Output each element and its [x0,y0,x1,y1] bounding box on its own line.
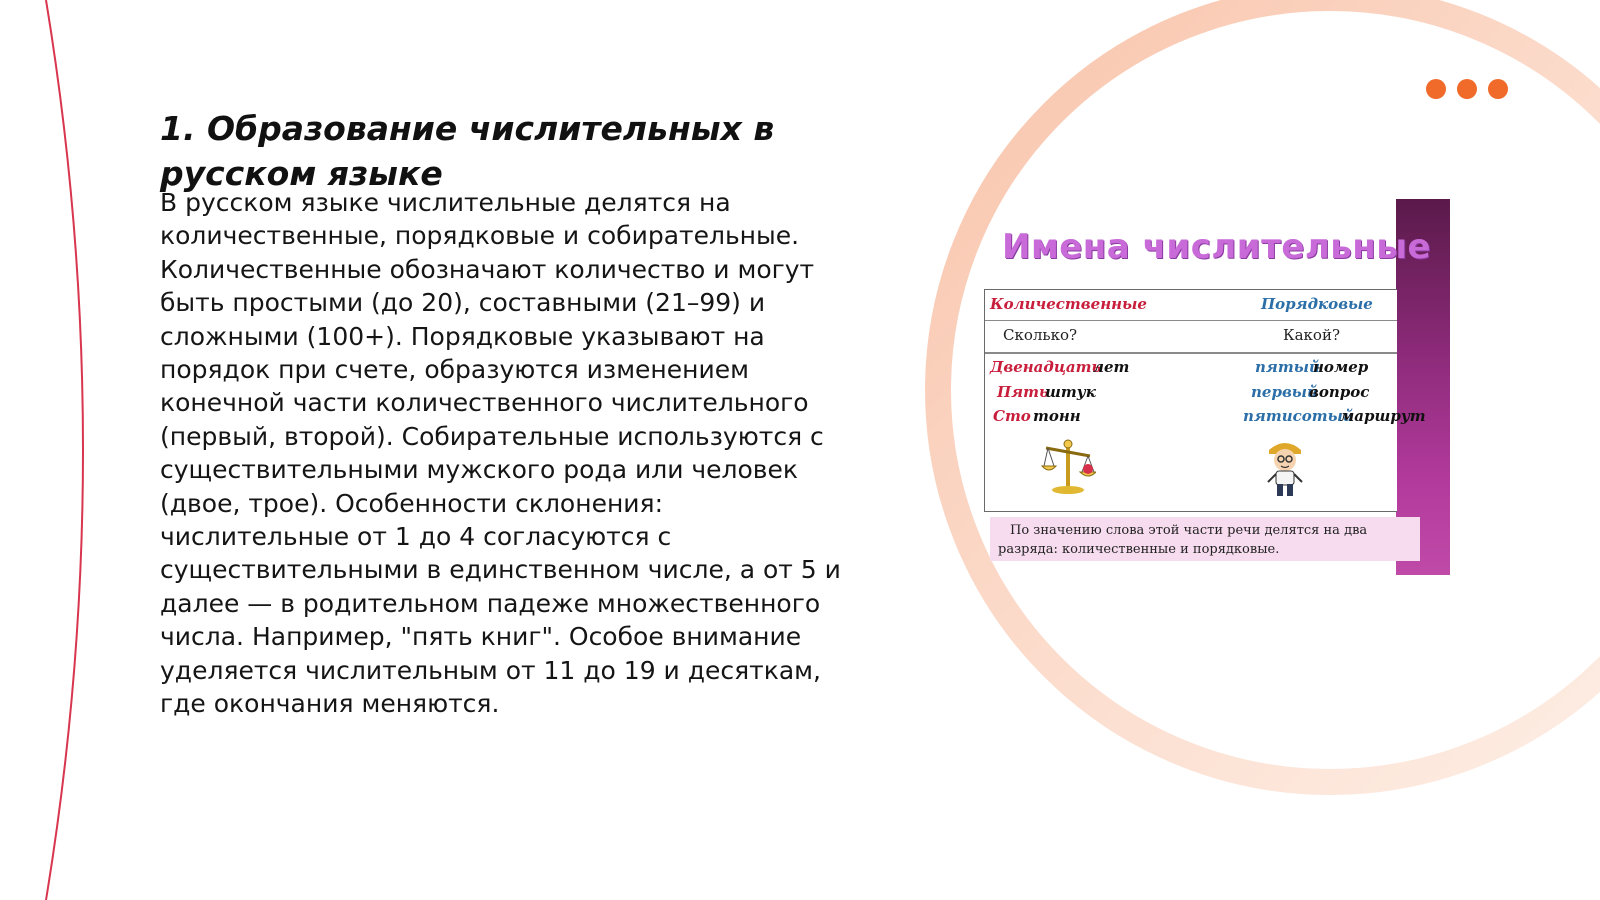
question-ordinal: Какой? [1283,326,1340,344]
menu-dots [1426,79,1508,99]
example-ordinal-noun: номер [1313,358,1369,376]
table-divider [985,320,1397,321]
dot-1 [1426,79,1446,99]
figure-caption: По значению слова этой части речи делятся на два разряда: количественные и порядковые. [990,517,1420,561]
figure-table [984,289,1426,512]
left-curve-line [46,0,83,900]
example-ordinal-number: пятисотый [1243,407,1354,425]
dot-2 [1457,79,1477,99]
header-ordinal: Порядковые [1261,295,1373,313]
example-cardinal-number: Сто [993,407,1031,425]
figure-title: Имена числительные [1002,227,1432,267]
slide-body-text: В русском языке числительные делятся на количественные, порядковые и собирательные. Количественные обозначают количество и могут быть простыми (до 20), составными (21–99) и сложными (100+). Порядковые указывают на порядок при счете, образуются изменением конечной части количественного числительного (первый, второй). Собирательные используются с существительными мужского рода или человек (двое, трое). Особенности склонения: числительные от 1 до 4 согласуются с существительными в единственном числе, а от 5 и далее — в родительном падеже множественного числа. Например, "пять книг". Особое внимание уделяется числительным от 11 до 19 и десяткам, где окончания меняются. [160,188,841,719]
boy-character-icon [1263,438,1307,498]
table-divider [985,352,1397,354]
example-cardinal-number: Пять [997,383,1049,401]
slide-title: 1. Образование числительных в русском языке [160,109,775,193]
dot-3 [1488,79,1508,99]
example-ordinal-noun: вопрос [1309,383,1370,401]
example-cardinal-number: Двенадцать [990,358,1102,376]
example-cardinal-noun: тонн [1033,407,1081,425]
scales-icon [1040,436,1096,496]
example-ordinal-number: пятый [1255,358,1320,376]
example-ordinal-noun: маршрут [1340,407,1426,425]
question-cardinal: Сколько? [1003,326,1078,344]
numerals-figure [984,199,1450,575]
example-cardinal-noun: штук [1045,383,1096,401]
example-ordinal-number: первый [1251,383,1318,401]
example-cardinal-noun: лет [1093,358,1130,376]
header-cardinal: Количественные [990,295,1147,313]
